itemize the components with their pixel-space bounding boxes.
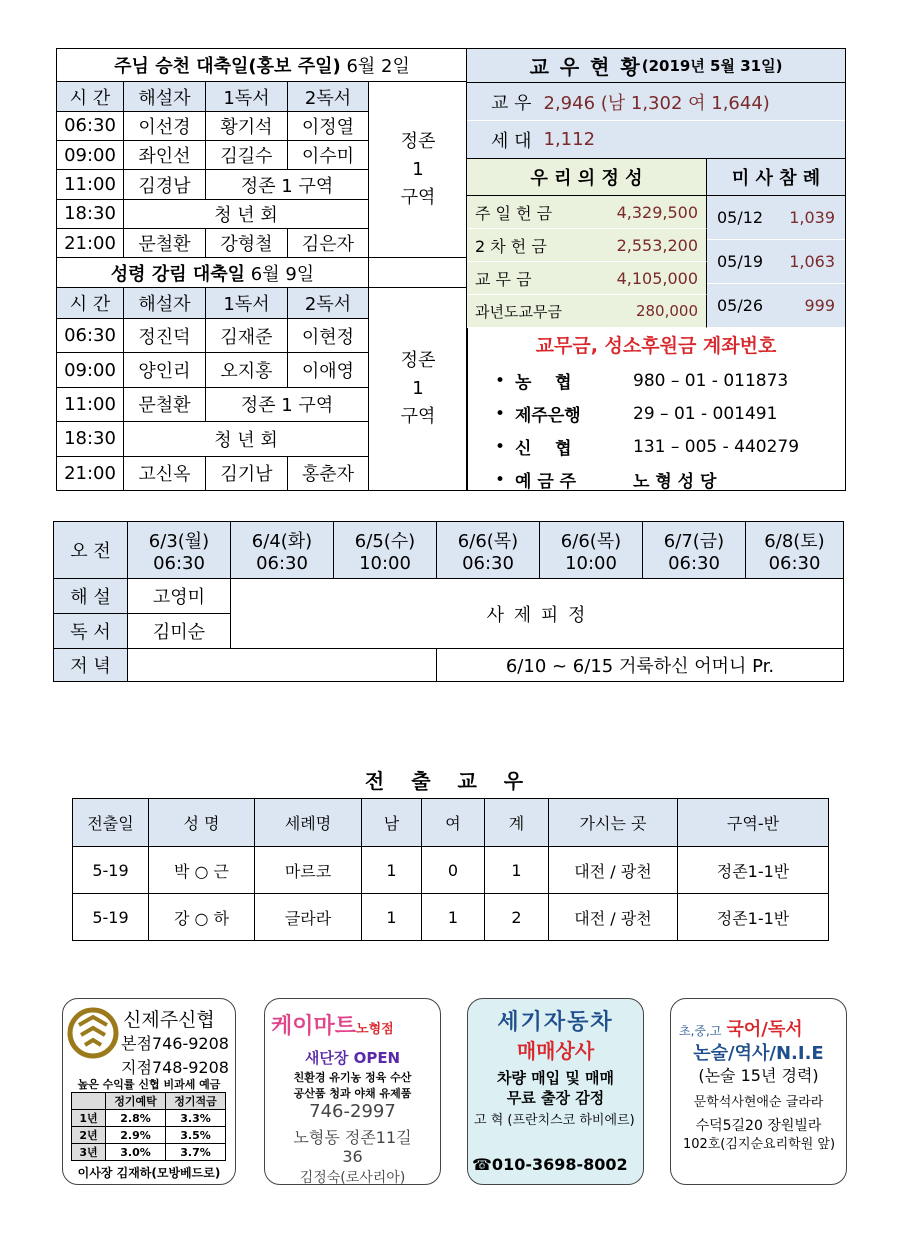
column-header: 성 명 xyxy=(149,799,255,847)
offering-value: 4,329,500 xyxy=(616,202,698,222)
bullet-icon: • xyxy=(495,436,506,457)
account-row xyxy=(467,364,845,397)
offering-row xyxy=(467,295,707,328)
account-value: 131 – 005 - 440279 xyxy=(633,436,800,457)
evening-note: 6/10 ~ 6/15 거룩하신 어머니 Pr. xyxy=(437,649,844,682)
table-cell: 1 xyxy=(485,847,549,894)
ad-credit-union: 신제주신협 본점746-9208 지점748-9208 높은 수익률 신협 비과세 예금 정기예탁 정기적금 1년 2.8% 3.3% 2년 2.9% 3.5% 3년 3.0% 3.7% 이사장 김재하(모방베드로) xyxy=(62,998,236,1185)
table-row: 06:30 이선경 황기석 이정열 xyxy=(57,111,468,140)
table-row: 18:30 청 년 회 xyxy=(57,422,468,456)
bullet-icon: • xyxy=(495,403,506,424)
table-cell: 0 xyxy=(422,847,485,894)
table-row: 09:00 양인리 오지홍 이애영 xyxy=(57,353,468,387)
account-row xyxy=(467,397,845,430)
offering-row xyxy=(467,262,707,295)
account-value: 980 – 01 - 011873 xyxy=(633,370,789,391)
column-header: 계 xyxy=(485,799,549,847)
table-row xyxy=(73,847,829,894)
table-cell: 마르코 xyxy=(255,847,362,894)
account-label: 신 협 xyxy=(515,439,572,459)
ad-car-dealer: 세기자동차 매매상사 차량 매입 및 매매 무료 출장 감정 고 혁 (프란치스코 하비에르) ☎010-3698-8002 xyxy=(467,998,644,1185)
col-time: 시 간 xyxy=(57,82,124,111)
table-row: 18:30 청 년 회 xyxy=(57,199,468,228)
offering-value: 2,553,200 xyxy=(616,235,698,255)
column-header: 남 xyxy=(362,799,422,847)
priest-note: 사 제 피 정 xyxy=(231,579,844,649)
section2-heading: 성령 강림 대축일 6월 9일 xyxy=(57,258,369,287)
offering-label: 과년도교무금 xyxy=(475,302,562,321)
table-cell: 강 ○ 하 xyxy=(149,894,255,941)
status-title: 교 우 현 황 (2019년 5월 31일) xyxy=(467,49,845,83)
attendance-row xyxy=(707,196,845,240)
bullet-icon: • xyxy=(495,469,506,490)
rate-table xyxy=(71,1092,226,1161)
bullet-icon: • xyxy=(495,370,506,391)
table-cell: 정존1-1반 xyxy=(678,894,829,941)
column-header: 세례명 xyxy=(255,799,362,847)
table-row: 21:00 문철환 강형철 김은자 xyxy=(57,229,468,258)
account-row xyxy=(467,463,845,496)
attendance-date: 05/12 xyxy=(717,208,764,227)
rate-cell: 3.7% xyxy=(166,1144,226,1161)
rate-cell: 3.0% xyxy=(106,1144,166,1161)
table-row xyxy=(73,894,829,941)
col-commentator: 해설자 xyxy=(124,82,206,111)
column-header: 여 xyxy=(422,799,485,847)
table-row: 06:30 정진덕 김재준 이현정 xyxy=(57,319,468,353)
offering-row xyxy=(467,196,707,229)
credit-union-logo-icon xyxy=(67,1007,119,1059)
ad-kmart: 케이마트노형점 새단장 OPEN 친환경 유기농 정육 수산 공산품 청과 야채 유제품 746-2997 노형동 정존11길 36 김정숙(로사리아) xyxy=(264,998,441,1185)
table-cell: 박 ○ 근 xyxy=(149,847,255,894)
am-label: 오 전 xyxy=(54,522,128,579)
table-cell: 글라라 xyxy=(255,894,362,941)
table-cell: 대전 / 광천 xyxy=(549,847,678,894)
attendance-row xyxy=(707,284,845,328)
transfer-table xyxy=(72,798,829,941)
account-title: 교무금, 성소후원금 계좌번호 xyxy=(535,335,777,357)
attendance-count: 1,039 xyxy=(789,208,835,227)
rate-row xyxy=(72,1144,226,1161)
transfer-title: 전 출 교 우 xyxy=(364,769,534,793)
account-label: 제주은행 xyxy=(515,406,581,426)
table-cell: 1 xyxy=(362,847,422,894)
column-header: 가시는 곳 xyxy=(549,799,678,847)
rate-cell: 3.5% xyxy=(166,1127,226,1144)
rate-cell: 2.8% xyxy=(106,1110,166,1127)
attendance-count: 999 xyxy=(804,296,835,315)
account-row xyxy=(467,430,845,463)
side-note-2: 정존 1 구역 xyxy=(369,287,468,490)
account-label: 예 금 주 xyxy=(515,472,577,492)
rate-cell: 3.3% xyxy=(166,1110,226,1127)
table-cell: 5-19 xyxy=(73,894,149,941)
evening-label: 저 녁 xyxy=(54,649,128,682)
account-value: 노 형 성 당 xyxy=(633,472,717,492)
rate-header: 정기적금 xyxy=(166,1093,226,1110)
rate-cell: 3년 xyxy=(72,1144,106,1161)
weekday-table: 오 전 6/3(월) 06:30 6/4(화) 06:30 6/5(수) 10:00 6/6(목) 06:30 6/6(목) 10:00 6/7(금) 06:30 6/8(토) 06:30 해 설 고영미 사 제 피 정 독 서 김미순 저 녁 6/10 ~ 6/15 거룩하신 어머니 Pr. xyxy=(53,521,844,682)
attendance-title: 미 사 참 례 xyxy=(707,159,845,196)
status-panel xyxy=(466,48,846,491)
offering-label: 주 일 헌 금 xyxy=(475,203,553,223)
col-reading2: 2독서 xyxy=(288,82,369,111)
table-cell: 대전 / 광천 xyxy=(549,894,678,941)
table-cell: 정존1-1반 xyxy=(678,847,829,894)
sunday-schedule-table: 주님 승천 대축일(홍보 주일) 6월 2일 시 간 해설자 1독서 2독서 정존 1 구역 06:30 이선경 황기석 이정열 09:00 좌인선 김길수 이수미 11:00 김경남 정존 1 구역 18:30 청 년 회 21:00 문철환 강형철 김은자 성령 강림 대축일 6월 9일 시 간 해설자 1독서 2독서 정존 1 구역 06:30 정진덕 김재준 이현정 09:00 양인리 오지홍 이애영 11:00 문철환 정존 1 구역 18:30 청 년 회 21:00 고신옥 김기남 홍춘자 xyxy=(56,48,468,491)
offering-value: 4,105,000 xyxy=(616,268,698,288)
offering-label: 교 무 금 xyxy=(475,269,532,289)
column-header: 전출일 xyxy=(73,799,149,847)
account-value: 29 – 01 - 001491 xyxy=(633,403,778,424)
rate-header xyxy=(72,1093,106,1110)
column-header: 구역-반 xyxy=(678,799,829,847)
table-row: 11:00 김경남 정존 1 구역 xyxy=(57,170,468,199)
table-cell: 1 xyxy=(362,894,422,941)
rate-header: 정기예탁 xyxy=(106,1093,166,1110)
account-label: 농 협 xyxy=(515,373,572,393)
attendance-count: 1,063 xyxy=(789,252,835,271)
rate-row xyxy=(72,1110,226,1127)
section1-heading: 주님 승천 대축일(홍보 주일) 6월 2일 xyxy=(57,49,468,82)
table-cell: 5-19 xyxy=(73,847,149,894)
col-reading1: 1독서 xyxy=(206,82,288,111)
rate-cell: 1년 xyxy=(72,1110,106,1127)
reading-label: 독 서 xyxy=(54,614,128,649)
attendance-date: 05/19 xyxy=(717,252,764,271)
table-row: 21:00 고신옥 김기남 홍춘자 xyxy=(57,456,468,490)
offering-value: 280,000 xyxy=(635,302,698,320)
offering-title: 우 리 의 정 성 xyxy=(467,159,707,196)
table-row: 09:00 좌인선 김길수 이수미 xyxy=(57,141,468,170)
offering-label: 2 차 헌 금 xyxy=(475,236,547,256)
rate-cell: 2년 xyxy=(72,1127,106,1144)
commentary-name: 고영미 xyxy=(128,579,231,614)
households-row: 세 대 1,112 xyxy=(467,121,845,159)
members-row: 교 우 2,946 (남 1,302 여 1,644) xyxy=(467,83,845,121)
table-cell: 2 xyxy=(485,894,549,941)
rate-cell: 2.9% xyxy=(106,1127,166,1144)
attendance-date: 05/26 xyxy=(717,296,764,315)
rate-row xyxy=(72,1127,226,1144)
side-note: 정존 1 구역 xyxy=(369,82,468,258)
ad-academy: 초,중,고 국어/독서 논술/역사/N.I.E (논술 15년 경력) 문학석사현애순 글라라 수덕5길20 장원빌라 102호(김지순요리학원 앞) xyxy=(670,998,847,1185)
table-cell: 1 xyxy=(422,894,485,941)
reading-name: 김미순 xyxy=(128,614,231,649)
commentary-label: 해 설 xyxy=(54,579,128,614)
attendance-row xyxy=(707,240,845,284)
table-row: 11:00 문철환 정존 1 구역 xyxy=(57,387,468,421)
offering-row xyxy=(467,229,707,262)
